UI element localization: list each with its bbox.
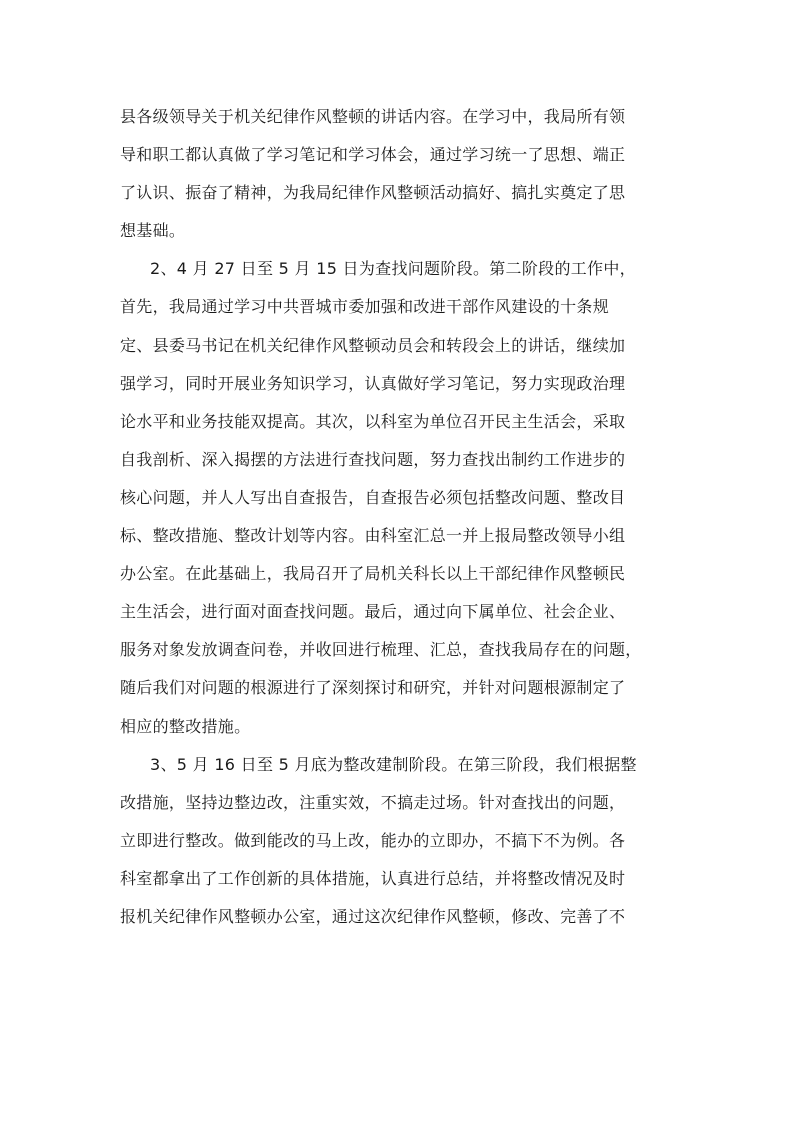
text-line: 强学习，同时开展业务知识学习，认真做好学习笔记，努力实现政治理	[120, 373, 626, 393]
text-line: 自我剖析、深入揭摆的方法进行查找问题，努力查找出制约工作进步的	[120, 449, 626, 469]
text-line: 办公室。在此基础上，我局召开了局机关科长以上干部纪律作风整顿民	[120, 564, 626, 584]
text-line: 标、整改措施、整改计划等内容。由科室汇总一并上报局整改领导小组	[120, 526, 626, 546]
text-line: 导和职工都认真做了学习笔记和学习体会，通过学习统一了思想、端正	[120, 145, 626, 165]
text-line: 3、5 月 16 日至 5 月底为整改建制阶段。在第三阶段，我们根据整	[150, 754, 637, 774]
text-line: 改措施，坚持边整边改，注重实效，不搞走过场。针对查找出的问题，	[120, 792, 626, 812]
text-line: 了认识、振奋了精神，为我局纪律作风整顿活动搞好、搞扎实奠定了思	[120, 183, 626, 203]
text-line: 相应的整改措施。	[120, 716, 251, 736]
text-line: 想基础。	[120, 221, 186, 241]
text-line: 科室都拿出了工作创新的具体措施，认真进行总结，并将整改情况及时	[120, 868, 626, 888]
text-line: 服务对象发放调查问卷，并收回进行梳理、汇总，查找我局存在的问题，	[120, 640, 642, 660]
paragraph-study-summary	[120, 98, 680, 250]
text-line: 首先，我局通过学习中共晋城市委加强和改进干部作风建设的十条规	[120, 297, 610, 317]
text-line: 定、县委马书记在机关纪律作风整顿动员会和转段会上的讲话，继续加	[120, 335, 626, 355]
text-line: 2、4 月 27 日至 5 月 15 日为查找问题阶段。第二阶段的工作中，	[150, 259, 636, 279]
text-line: 论水平和业务技能双提高。其次，以科室为单位召开民主生活会，采取	[120, 411, 626, 431]
text-line: 随后我们对问题的根源进行了深刻探讨和研究，并针对问题根源制定了	[120, 678, 626, 698]
document-body	[120, 98, 680, 936]
text-line: 立即进行整改。做到能改的马上改，能办的立即办，不搞下不为例。各	[120, 830, 626, 850]
paragraph-rectification-stage	[120, 746, 680, 936]
text-line: 核心问题，并人人写出自查报告，自查报告必须包括整改问题、整改目	[120, 487, 626, 507]
text-line: 县各级领导关于机关纪律作风整顿的讲话内容。在学习中，我局所有领	[120, 107, 626, 126]
text-line: 主生活会，进行面对面查找问题。最后，通过向下属单位、社会企业、	[120, 602, 626, 622]
text-line: 报机关纪律作风整顿办公室，通过这次纪律作风整顿，修改、完善了不	[120, 906, 626, 926]
paragraph-problem-finding-stage	[120, 250, 680, 745]
